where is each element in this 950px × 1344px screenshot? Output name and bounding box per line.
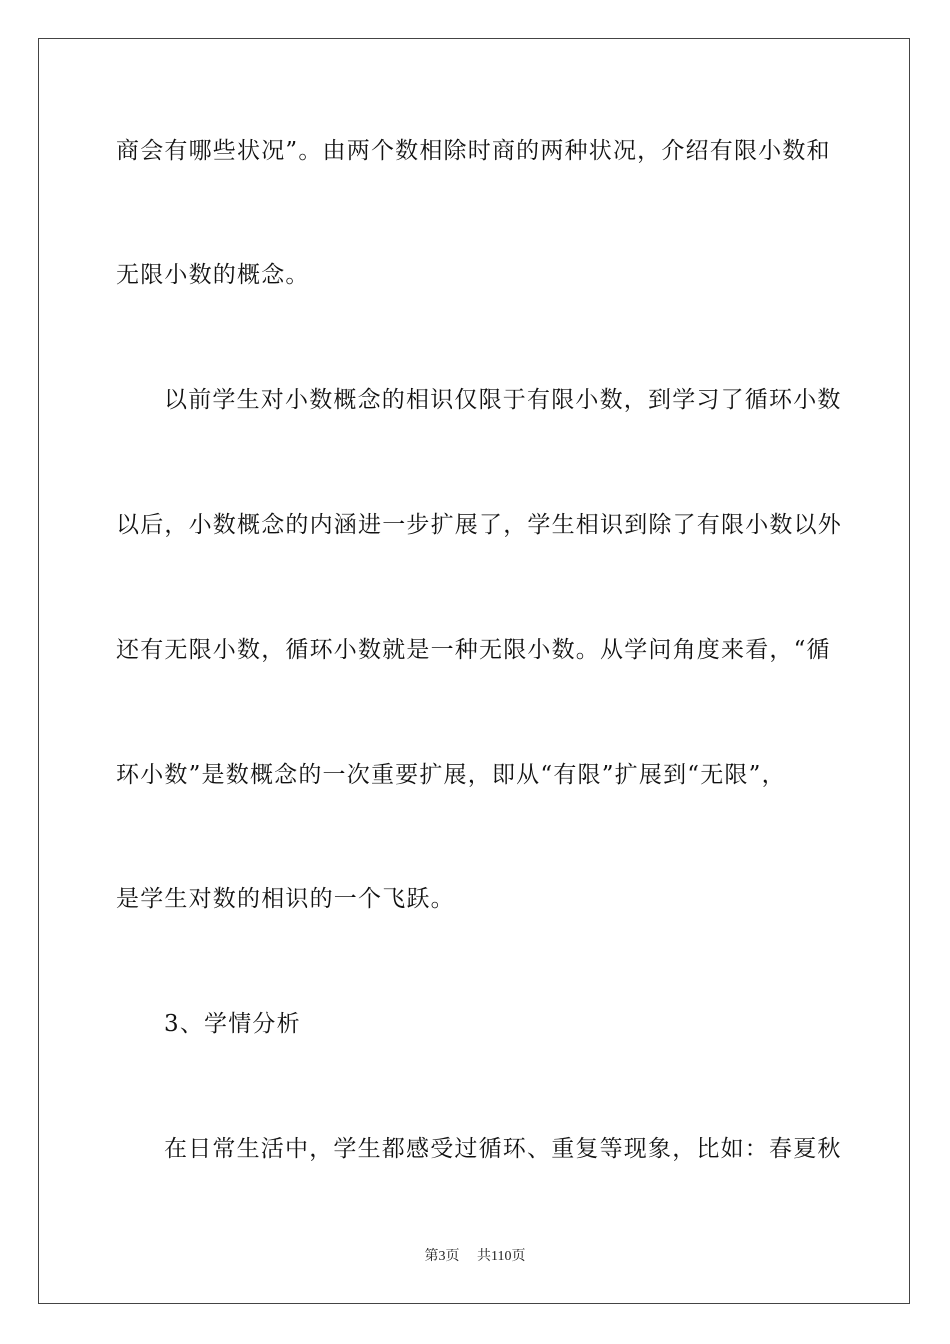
text-line-5: 还有无限小数，循环小数就是一种无限小数。从学问角度来看，“循 (116, 637, 831, 663)
text-line-6: 环小数”是数概念的一次重要扩展，即从“有限”扩展到“无限”， (116, 762, 786, 788)
text-line-3: 以前学生对小数概念的相识仅限于有限小数，到学习了循环小数 (164, 387, 842, 413)
text-line-1: 商会有哪些状况”。由两个数相除时商的两种状况，介绍有限小数和 (116, 138, 831, 164)
text-line-7: 是学生对数的相识的一个飞跃。 (116, 886, 455, 912)
page-border (38, 38, 910, 1304)
text-line-9: 在日常生活中，学生都感受过循环、重复等现象，比如：春夏秋 (164, 1136, 842, 1162)
total-pages: 共110页 (477, 1249, 526, 1264)
section-heading: 3、学情分析 (164, 1011, 301, 1037)
page-number: 第3页 (424, 1249, 460, 1264)
page-footer (0, 1248, 950, 1266)
text-line-4: 以后，小数概念的内涵进一步扩展了，学生相识到除了有限小数以外 (116, 512, 842, 538)
text-line-2: 无限小数的概念。 (116, 262, 310, 288)
